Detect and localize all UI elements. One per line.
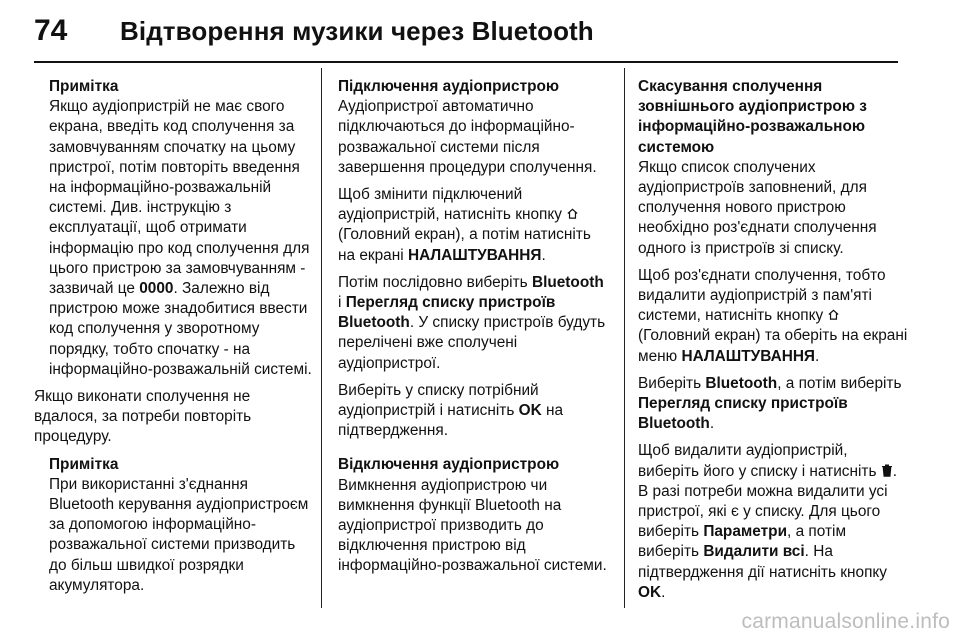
text-span: (Головний екран), а потім натисніть на екрані <box>338 226 591 264</box>
menu-name: Bluetooth <box>705 374 778 392</box>
text-span: і <box>338 294 346 312</box>
paragraph <box>338 381 608 442</box>
paragraph <box>638 374 908 435</box>
text-span: . <box>815 347 820 365</box>
text-span: , а потім виберіть <box>777 374 902 392</box>
text-span: . На підтвердження дії натисніть кнопку <box>638 543 888 581</box>
trash-icon <box>881 464 893 477</box>
text-span: Щоб змінити підключений аудіопристрій, натисніть кнопку <box>338 186 567 224</box>
column-2 <box>338 77 608 584</box>
home-icon <box>566 207 579 220</box>
paragraph <box>638 266 908 367</box>
paragraph: Вимкнення аудіопристрою чи вимкнення функції Bluetooth на аудіопристрої призводить до відключення пристрою від інформаційно-розважальної системи. <box>338 476 607 575</box>
menu-name: Bluetooth <box>531 273 604 291</box>
text-span: . У списку пристроїв будуть перелічені вже сполучені аудіопристрої. <box>338 314 606 372</box>
default-code: 0000 <box>139 280 174 298</box>
page-title: Відтворення музики через Bluetooth <box>120 16 594 46</box>
text-span: Виберіть у списку потрібний аудіопристрій і натисніть <box>338 381 539 420</box>
text-span: . <box>541 246 546 264</box>
text-span: . <box>709 415 715 433</box>
text-span: Виберіть <box>638 374 706 392</box>
paragraph: Якщо список сполучених аудіопристроїв заповнений, для сполучення нового пристрою необхідно роз'єднати сполучення одного із пристроїв зі списку. <box>638 158 877 257</box>
watermark: carmanualsonline.info <box>741 610 950 633</box>
text-span: (Головний екран) та оберіть на екрані меню <box>638 327 908 365</box>
header-rule <box>34 61 898 63</box>
page-number: 74 <box>34 14 68 47</box>
text-span: Щоб роз'єднати сполучення, тобто видалити аудіопристрій з пам'яті системи, натисніть кнопку <box>638 266 886 325</box>
section-heading: Підключення аудіопристрою <box>338 78 560 95</box>
page-header <box>34 14 594 48</box>
column-divider <box>624 68 625 608</box>
note-title: Примітка <box>49 455 119 473</box>
paragraph: Якщо виконати сполучення не вдалося, за потреби повторіть процедуру. <box>34 388 252 446</box>
section-heading: Скасування сполучення зовнішнього аудіопристрою з інформаційно-розважальною системою <box>638 78 867 156</box>
menu-name: Видалити всі <box>703 543 805 561</box>
home-icon <box>827 308 840 321</box>
column-3 <box>638 77 908 610</box>
button-name: OK <box>638 583 662 601</box>
section-heading: Відключення аудіопристрою <box>338 456 560 474</box>
menu-name: НАЛАШТУВАННЯ <box>681 347 815 365</box>
menu-name: НАЛАШТУВАННЯ <box>407 246 542 264</box>
text-span: . В разі потреби можна видалити усі пристрої, які є у списку. Для цього виберіть <box>638 462 898 541</box>
paragraph <box>338 185 608 266</box>
note-block <box>34 77 314 380</box>
text-span: . <box>661 583 666 601</box>
text-span: , а потім виберіть <box>638 523 847 561</box>
note-text: При використанні з'єднання Bluetooth керування аудіопристроєм за допомогою інформаційно-розважальної системи призводить до більш швидкої розрядки акумулятора. <box>49 475 309 594</box>
note-block <box>34 455 314 596</box>
menu-name: Перегляд списку пристроїв Bluetooth <box>338 294 556 332</box>
menu-name: Параметри <box>703 523 788 541</box>
text-span: Потім послідовно виберіть <box>338 273 532 291</box>
column-1 <box>34 77 314 603</box>
paragraph: Аудіопристрої автоматично підключаються до інформаційно-розважальної системи після завершення процедури сполучення. <box>338 98 597 176</box>
note-title: Примітка <box>49 78 119 95</box>
menu-name: Перегляд списку пристроїв Bluetooth <box>638 395 848 433</box>
paragraph <box>638 441 908 603</box>
text-span: Щоб видалити аудіопристрій, виберіть його у списку і натисніть <box>638 442 881 480</box>
note-text <box>49 97 314 380</box>
text-span: . Залежно від пристрою може знадобитися ввести код сполучення у зворотному порядку, тобто спочатку - на інформаційно-розважальній системі. <box>49 280 312 378</box>
paragraph <box>338 273 608 374</box>
column-divider <box>321 68 322 608</box>
text-span: Якщо аудіопристрій не має свого екрана, введіть код сполучення за замовчуванням спочатку на цьому пристрої, потім повторіть введення на інформаційно-розважальній системі. Див. інструкцію з експлуатації, щоб отримати інформацію про код сполучення для цього пристрою за замовчуванням - зазвичай це <box>49 98 310 298</box>
button-name: OK <box>518 402 542 420</box>
text-span: на підтвердження. <box>338 402 564 440</box>
